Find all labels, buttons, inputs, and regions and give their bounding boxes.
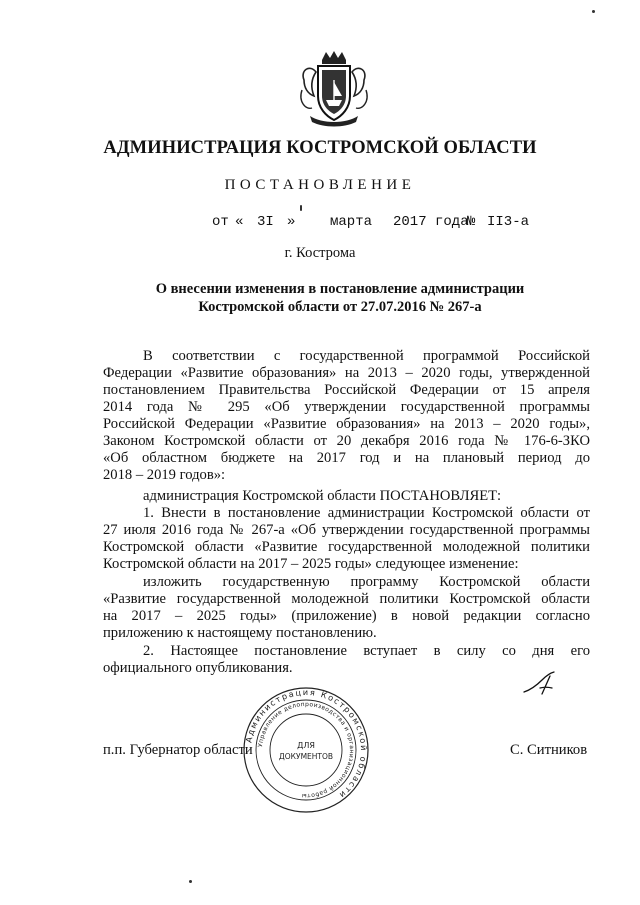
city-line: г. Кострома — [284, 245, 356, 261]
item-2-paragraph — [103, 643, 590, 677]
text-line: изложить государственную программу Костромской области — [143, 574, 590, 590]
handwritten-signature — [520, 670, 560, 698]
text-line: «Об областном бюджете на 2017 год и на плановый период до — [103, 450, 590, 466]
text-line: 2014 года № 295 «Об утверждении государственной программы — [103, 399, 590, 415]
stamp-outer-text: Администрация Костромской области — [243, 686, 370, 802]
text-line: 2. Настоящее постановление вступает в силу со дня его — [143, 643, 590, 659]
number-sign: № — [467, 214, 476, 230]
text-line: Костромской области на 2017 – 2025 годы» следующее изменение: — [103, 556, 519, 572]
document-number: II3-а — [487, 214, 530, 230]
text-line: Костромской области «Развитие государственной молодежной политики — [103, 539, 590, 555]
date-quote-close: » — [287, 214, 296, 230]
item-1-paragraph — [103, 505, 590, 573]
subject-line: Костромской области от 27.07.2016 № 267-а — [198, 299, 482, 315]
date-year: 2017 года — [393, 214, 469, 230]
date-month: марта — [330, 214, 373, 230]
official-stamp — [242, 686, 370, 814]
scan-speck — [592, 10, 595, 13]
date-prefix: от — [212, 214, 229, 230]
svg-text:Управление делопроизводства и — [257, 701, 355, 799]
text-line: 1. Внести в постановление администрации Костромской области от — [143, 505, 590, 521]
item-1-detail-paragraph — [103, 574, 590, 642]
organization-title: АДМИНИСТРАЦИЯ КОСТРОМСКОЙ ОБЛАСТИ — [103, 138, 537, 158]
text-line: на 2017 – 2025 годы» (приложение) в новой редакции согласно — [103, 608, 590, 624]
signer-position: п.п. Губернатор области — [103, 742, 253, 758]
date-quote-open: « — [235, 214, 244, 230]
stamp-center-line: ДОКУМЕНТОВ — [278, 752, 334, 761]
text-line: В соответствии с государственной программой Российской — [143, 348, 590, 364]
stamp-center-line: ДЛЯ — [297, 741, 315, 750]
text-line: Российской Федерации «Развитие образования» на 2013 – 2020 годы», — [103, 416, 590, 432]
document-subject — [120, 280, 560, 316]
text-line: Законом Костромской области от 20 декабря 2016 года № 176-6-ЗКО — [103, 433, 590, 449]
scan-speck — [300, 205, 302, 211]
subject-line: О внесении изменения в постановление администрации — [155, 281, 525, 297]
stamp-middle-text: Управление делопроизводства и организационной работы — [257, 700, 356, 800]
date-day: 3I — [257, 214, 274, 230]
text-line: постановлением Правительства Российской Федерации от 15 апреля — [103, 382, 590, 398]
signer-name: С. Ситников — [510, 742, 588, 758]
document-type: ПОСТАНОВЛЕНИЕ — [224, 177, 416, 193]
text-line: официального опубликования. — [103, 660, 293, 676]
text-line: 27 июля 2016 года № 267-а «Об утверждении государственной программы — [103, 522, 590, 538]
text-line: 2018 – 2019 годов»: — [103, 467, 226, 483]
scan-speck — [189, 880, 192, 883]
resolves-line: администрация Костромской области ПОСТАНОВЛЯЕТ: — [143, 488, 502, 504]
text-line: Федерации «Развитие образования» на 2013 – 2020 годы, утвержденной — [103, 365, 590, 381]
intro-paragraph — [103, 348, 590, 484]
text-line: «Развитие государственной молодежной политики Костромской области — [103, 591, 590, 607]
coat-of-arms-emblem — [296, 50, 372, 130]
text-line: приложению к настоящему постановлению. — [103, 625, 377, 641]
